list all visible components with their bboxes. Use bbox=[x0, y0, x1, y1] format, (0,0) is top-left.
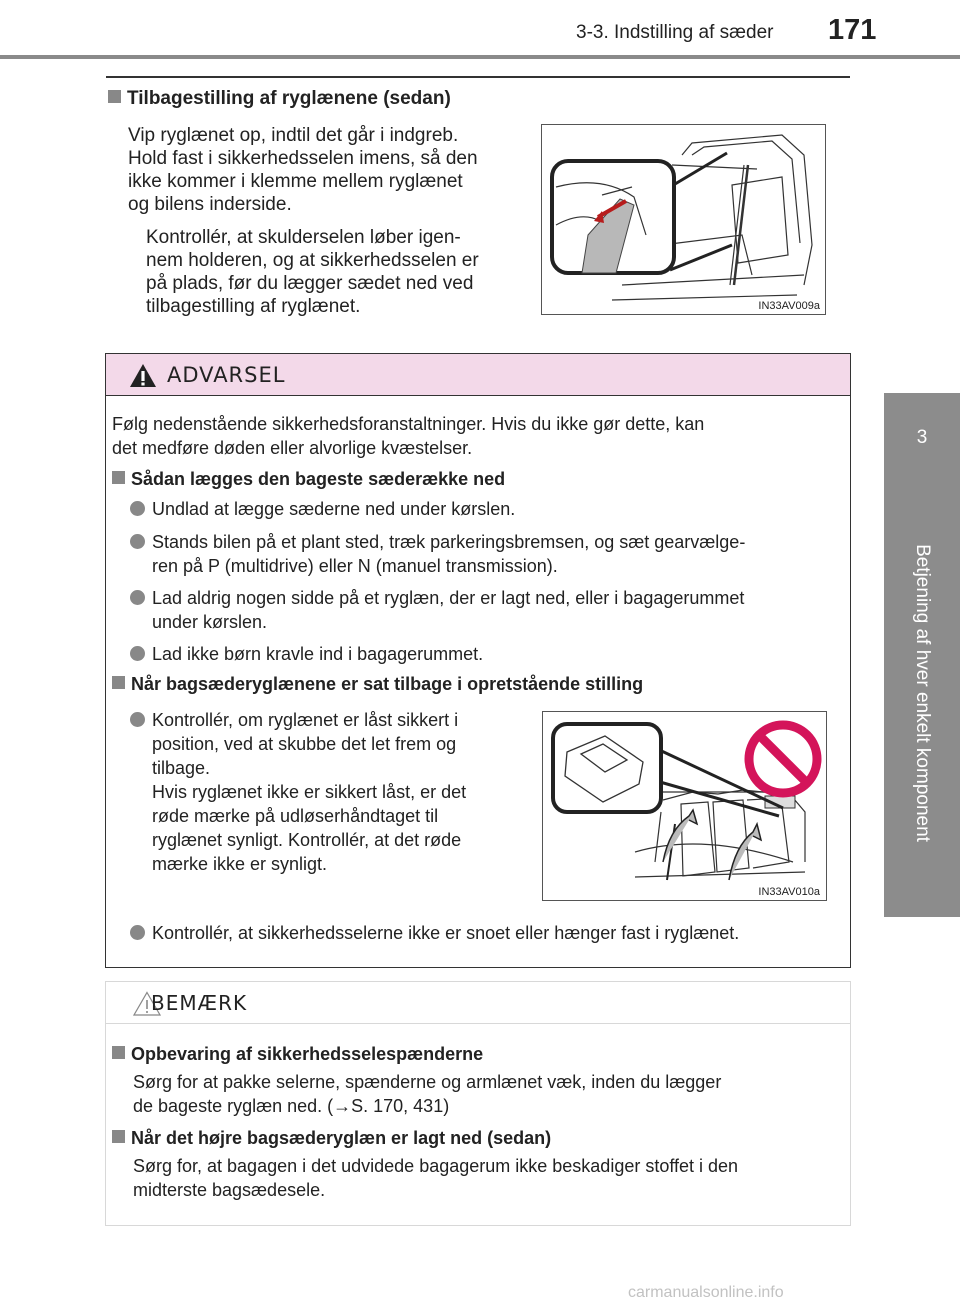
round-bullet-icon bbox=[130, 646, 145, 661]
round-bullet-icon bbox=[130, 534, 145, 549]
warning-header bbox=[106, 354, 850, 396]
warning-bullet-with-image: Kontrollér, om ryglænet er låst sikkert i position, ved at skubbe det let frem og tilbage. Hvis ryglænet ikke er sikkert låst, er det røde mærke på udløserhåndtaget til ryglænet synligt. Kontrollér, at det røde mærke ikke er synligt. bbox=[130, 708, 522, 876]
seatback-illustration-icon bbox=[543, 712, 826, 900]
header-rule bbox=[106, 76, 850, 78]
round-bullet-icon bbox=[130, 590, 145, 605]
section-heading: Tilbagestilling af ryglænene (sedan) bbox=[108, 88, 451, 110]
warning-subheading-upright: Når bagsæderyglænene er sat tilbage i opretstående stilling bbox=[112, 674, 643, 695]
note-header bbox=[106, 982, 850, 1024]
round-bullet-icon bbox=[130, 712, 145, 727]
chapter-tab bbox=[884, 393, 960, 917]
warning-triangle-icon bbox=[129, 363, 157, 388]
seatback-lock-illustration bbox=[542, 711, 827, 901]
warning-label: ADVARSEL bbox=[167, 363, 286, 387]
watermark: carmanualsonline.info bbox=[628, 1284, 784, 1301]
header-bar bbox=[0, 55, 960, 59]
warning-subheading-fold-down: Sådan lægges den bageste sæderække ned bbox=[112, 469, 505, 490]
square-bullet-icon bbox=[108, 90, 121, 103]
note-box bbox=[105, 981, 851, 1226]
warning-intro: Følg nedenstående sikkerhedsforanstaltninger. Hvis du ikke gør dette, kan det medføre døden eller alvorlige kvæstelser. bbox=[112, 414, 705, 458]
warning-bullet: Lad ikke børn kravle ind i bagagerummet. bbox=[130, 642, 846, 666]
note-subheading-right-seatback: Når det højre bagsæderyglæn er lagt ned (sedan) bbox=[112, 1128, 551, 1149]
round-bullet-icon bbox=[130, 925, 145, 940]
warning-bullet: Undlad at lægge sæderne ned under kørslen. bbox=[130, 497, 846, 521]
image-code: IN33AV009a bbox=[758, 300, 820, 312]
chapter-number: 3 bbox=[916, 427, 928, 448]
warning-bullet: Kontrollér, at sikkerhedsselerne ikke er snoet eller hænger fast i ryglænet. bbox=[130, 921, 850, 945]
check-paragraph: Kontrollér, at skulderselen løber igen- nem holderen, og at sikkerhedsselen er på plads, før du lægger sædet ned ved tilbagestilling af ryglænet. bbox=[146, 227, 479, 317]
seat-illustration-icon bbox=[542, 125, 825, 314]
seatbelt-holder-illustration bbox=[541, 124, 826, 315]
note-paragraph: Sørg for at pakke selerne, spænderne og armlænet væk, inden du lægger de bageste ryglæn ned. (→S. 170, 431) bbox=[133, 1072, 722, 1116]
page-number: 171 bbox=[828, 14, 877, 46]
note-subheading-buckles: Opbevaring af sikkerhedsselespænderne bbox=[112, 1044, 483, 1065]
note-label: BEMÆRK bbox=[151, 991, 248, 1015]
instruction-paragraph: Vip ryglænet op, indtil det går i indgreb. Hold fast i sikkerhedsselen imens, så den ikke kommer i klemme mellem ryglænet og bilens inderside. bbox=[128, 125, 478, 215]
image-code: IN33AV010a bbox=[758, 886, 820, 898]
section-title: 3-3. Indstilling af sæder bbox=[576, 22, 774, 43]
square-bullet-icon bbox=[112, 1046, 125, 1059]
round-bullet-icon bbox=[130, 501, 145, 516]
note-paragraph: Sørg for, at bagagen i det udvidede bagagerum ikke beskadiger stoffet i den midterste bagsædesele. bbox=[133, 1156, 739, 1200]
warning-bullet: Stands bilen på et plant sted, træk parkeringsbremsen, og sæt gearvælge- ren på P (multidrive) eller N (manuel transmission). bbox=[130, 530, 846, 578]
square-bullet-icon bbox=[112, 1130, 125, 1143]
chapter-title: Betjening af hver enkelt komponent bbox=[912, 544, 933, 842]
square-bullet-icon bbox=[112, 676, 125, 689]
warning-bullet: Lad aldrig nogen sidde på et ryglæn, der er lagt ned, eller i bagagerummet under kørslen. bbox=[130, 586, 846, 634]
square-bullet-icon bbox=[112, 471, 125, 484]
warning-box bbox=[105, 353, 851, 968]
